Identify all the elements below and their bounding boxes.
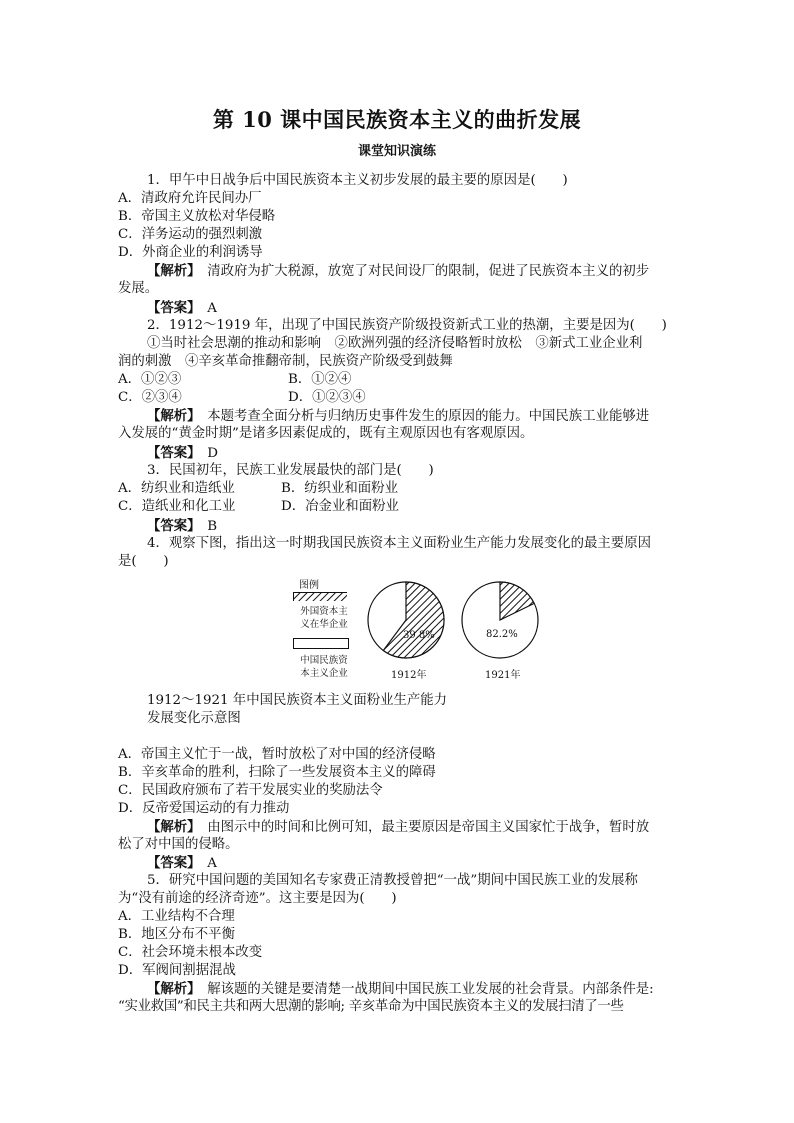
analysis-tag: 【解析】 [147, 263, 194, 279]
answer-tag: 【答案】 [147, 518, 194, 534]
section-subtitle: 课堂知识演练 [357, 144, 436, 159]
answer-tag: 【答案】 [147, 300, 194, 316]
q1-option-c: C．洋务运动的强烈刺激 [118, 227, 263, 242]
legend-swatch-national [293, 638, 349, 649]
answer-text: A [193, 856, 217, 871]
q1-option-d: D．外商企业的利润诱导 [118, 245, 263, 260]
q3-option-c: C．造纸业和化工业 [118, 499, 236, 514]
analysis-tag: 【解析】 [147, 408, 194, 424]
q5-analysis-cont: “实业救国”和民主共和两大思潮的影响; 辛亥革命为中国民族资本主义的发展扫清了一些 [118, 999, 624, 1014]
analysis-text: 解该题的关键是要清楚一战期间中国民族工业发展的社会背景。内部条件是: [193, 982, 654, 997]
figure-caption-cont: 发展变化示意图 [147, 711, 241, 726]
pie-chart-figure [285, 574, 525, 684]
legend-national-line2: 本主义企业 [300, 668, 348, 679]
legend-label-national [293, 654, 355, 680]
q5-option-d: D．军阀间割据混战 [118, 963, 236, 978]
q2-analysis-cont: 入发展的“黄金时期”是诸多因素促成的，既有主观原因也有客观原因。 [118, 426, 534, 441]
answer-tag: 【答案】 [147, 855, 194, 871]
q4-analysis [147, 818, 649, 837]
legend-label-foreign [293, 605, 355, 631]
analysis-text: 由图示中的时间和比例可知，最主要原因是帝国主义国家忙于战争，暂时放 [193, 820, 650, 835]
q4-option-c: C．民国政府颁布了若干发展实业的奖励法令 [118, 783, 383, 798]
q2-option-d: D．①②③④ [288, 390, 366, 405]
answer-text: D [193, 446, 219, 461]
q5-analysis [147, 980, 654, 999]
analysis-text: 本题考查全面分析与归纳历史事件发生的原因的能力。中国民族工业能够进 [193, 409, 650, 424]
q1-option-b: B．帝国主义放松对华侵略 [118, 209, 276, 224]
q4-answer [147, 854, 217, 873]
pie-1921-label: 82.2% [486, 629, 518, 640]
q2-conditions: ①当时社会思潮的推动和影响 ②欧洲列强的经济侵略暂时放松 ③新式工业企业利 [147, 336, 643, 351]
q5-option-b: B．地区分布不平衡 [118, 927, 235, 942]
q2-analysis [147, 407, 649, 426]
q5-option-a: A．工业结构不合理 [118, 909, 235, 924]
pie-1921 [459, 576, 541, 664]
answer-tag: 【答案】 [147, 445, 194, 461]
legend-foreign-line2: 义在华企业 [300, 619, 348, 630]
q3-option-a: A．纺织业和造纸业 [118, 481, 235, 496]
legend-national-line1: 中国民族资 [300, 655, 348, 666]
q5-option-c: C．社会环境未根本改变 [118, 945, 263, 960]
q4-stem-cont: 是( ) [118, 554, 169, 569]
q1-option-a: A．清政府允许民间办厂 [118, 191, 262, 206]
q3-option-b: B．纺织业和面粉业 [281, 481, 398, 496]
q1-analysis [147, 262, 649, 281]
legend-title: 图例 [299, 580, 319, 591]
q4-option-b: B．辛亥革命的胜利，扫除了一些发展资本主义的障碍 [118, 765, 436, 780]
q2-option-b: B．①②④ [288, 372, 352, 387]
q2-stem: 2．1912～1919 年，出现了中国民族资产阶级投资新式工业的热潮，主要是因为( ) [147, 318, 667, 333]
pie-1912-year: 1912年 [391, 670, 427, 681]
q2-option-a: A．①②③ [118, 372, 182, 387]
legend-foreign-line1: 外国资本主 [300, 606, 348, 617]
q3-answer [147, 517, 217, 536]
analysis-text: 清政府为扩大税源，放宽了对民间设厂的限制，促进了民族资本主义的初步 [193, 264, 650, 279]
figure-caption: 1912～1921 年中国民族资本主义面粉业生产能力 [147, 693, 448, 708]
q2-option-c: C．②③④ [118, 390, 182, 405]
q4-option-a: A．帝国主义忙于一战，暂时放松了对中国的经济侵略 [118, 747, 436, 762]
pie-1921-year: 1921年 [485, 670, 521, 681]
q2-conditions-cont: 润的刺激 ④辛亥革命推翻帝制，民族资产阶级受到鼓舞 [118, 354, 453, 369]
q2-answer [147, 444, 218, 463]
pie-1912-label: 39.8% [403, 630, 435, 641]
page-title: 第 10 课中国民族资本主义的曲折发展 [212, 107, 582, 132]
q1-stem: 1．甲午中日战争后中国民族资本主义初步发展的最主要的原因是( ) [147, 173, 568, 188]
answer-text: A [193, 301, 217, 316]
q3-option-d: D．冶金业和面粉业 [281, 499, 399, 514]
analysis-tag: 【解析】 [147, 981, 194, 997]
q1-answer [147, 299, 217, 318]
q1-analysis-cont: 发展。 [118, 281, 159, 296]
q4-analysis-cont: 松了对中国的侵略。 [118, 837, 239, 852]
q4-stem: 4．观察下图，指出这一时期我国民族资本主义面粉业生产能力发展变化的最主要原因 [147, 536, 651, 551]
q4-option-d: D．反帝爱国运动的有力推动 [118, 801, 290, 816]
q3-stem: 3．民国初年，民族工业发展最快的部门是( ) [147, 463, 434, 478]
pie-1912 [365, 576, 447, 664]
q5-stem-cont: 为“没有前途的经济奇迹”。这主要是因为( ) [118, 891, 397, 906]
analysis-tag: 【解析】 [147, 819, 194, 835]
q5-stem: 5．研究中国问题的美国知名专家费正清教授曾把“一战”期间中国民族工业的发展称 [147, 873, 638, 888]
legend-swatch-foreign [293, 592, 347, 601]
answer-text: B [193, 519, 218, 534]
